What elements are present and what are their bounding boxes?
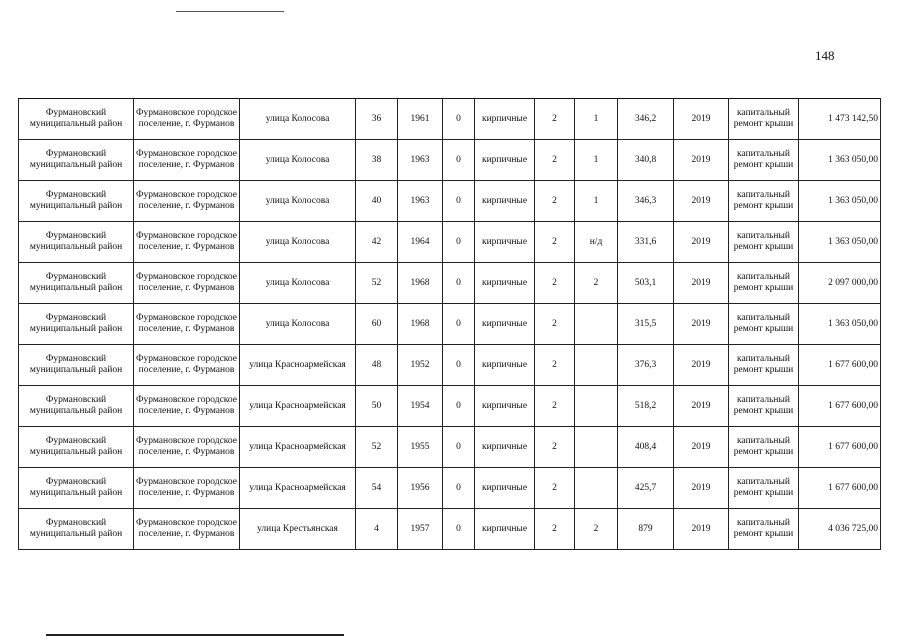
area-cell: 518,2 — [618, 386, 674, 427]
wall-material-cell: кирпичные — [475, 140, 535, 181]
plan-year-cell: 2019 — [674, 345, 729, 386]
entrances-cell: 1 — [575, 99, 618, 140]
zero-cell: 0 — [443, 140, 475, 181]
cost-cell: 1 473 142,50 — [799, 99, 881, 140]
plan-year-cell: 2019 — [674, 263, 729, 304]
cost-cell: 2 097 000,00 — [799, 263, 881, 304]
wall-material-cell: кирпичные — [475, 345, 535, 386]
district-cell: Фурмановский муниципальный район — [19, 181, 134, 222]
street-cell: улица Красноармейская — [240, 468, 356, 509]
plan-year-cell: 2019 — [674, 181, 729, 222]
plan-year-cell: 2019 — [674, 99, 729, 140]
wall-material-cell: кирпичные — [475, 468, 535, 509]
page-number: 148 — [815, 48, 835, 63]
settlement-cell: Фурмановское городское поселение, г. Фурманов — [134, 427, 240, 468]
year-built-cell: 1954 — [398, 386, 443, 427]
cost-cell: 1 677 600,00 — [799, 345, 881, 386]
work-type-cell: капитальный ремонт крыши — [729, 222, 799, 263]
work-type-cell: капитальный ремонт крыши — [729, 509, 799, 550]
wall-material-cell: кирпичные — [475, 263, 535, 304]
table-row — [19, 509, 881, 550]
area-cell: 315,5 — [618, 304, 674, 345]
plan-year-cell: 2019 — [674, 427, 729, 468]
area-cell: 376,3 — [618, 345, 674, 386]
house-number-cell: 54 — [356, 468, 398, 509]
work-type-cell: капитальный ремонт крыши — [729, 345, 799, 386]
district-cell: Фурмановский муниципальный район — [19, 222, 134, 263]
area-cell: 408,4 — [618, 427, 674, 468]
district-cell: Фурмановский муниципальный район — [19, 263, 134, 304]
scan-artifact-line — [176, 11, 284, 12]
cost-cell: 1 677 600,00 — [799, 386, 881, 427]
plan-year-cell: 2019 — [674, 222, 729, 263]
table-row — [19, 345, 881, 386]
wall-material-cell: кирпичные — [475, 386, 535, 427]
year-built-cell: 1952 — [398, 345, 443, 386]
floors-cell: 2 — [535, 140, 575, 181]
street-cell: улица Колосова — [240, 99, 356, 140]
work-type-cell: капитальный ремонт крыши — [729, 386, 799, 427]
table-row — [19, 263, 881, 304]
year-built-cell: 1968 — [398, 304, 443, 345]
entrances-cell — [575, 468, 618, 509]
zero-cell: 0 — [443, 181, 475, 222]
floors-cell: 2 — [535, 304, 575, 345]
entrances-cell: 1 — [575, 140, 618, 181]
floors-cell: 2 — [535, 222, 575, 263]
settlement-cell: Фурмановское городское поселение, г. Фурманов — [134, 386, 240, 427]
house-number-cell: 4 — [356, 509, 398, 550]
year-built-cell: 1955 — [398, 427, 443, 468]
street-cell: улица Красноармейская — [240, 427, 356, 468]
zero-cell: 0 — [443, 304, 475, 345]
street-cell: улица Колосова — [240, 181, 356, 222]
area-cell: 346,3 — [618, 181, 674, 222]
year-built-cell: 1961 — [398, 99, 443, 140]
work-type-cell: капитальный ремонт крыши — [729, 263, 799, 304]
plan-year-cell: 2019 — [674, 386, 729, 427]
floors-cell: 2 — [535, 468, 575, 509]
wall-material-cell: кирпичные — [475, 427, 535, 468]
entrances-cell: н/д — [575, 222, 618, 263]
settlement-cell: Фурмановское городское поселение, г. Фурманов — [134, 468, 240, 509]
area-cell: 346,2 — [618, 99, 674, 140]
table-row — [19, 181, 881, 222]
house-number-cell: 60 — [356, 304, 398, 345]
district-cell: Фурмановский муниципальный район — [19, 386, 134, 427]
table-row — [19, 468, 881, 509]
zero-cell: 0 — [443, 468, 475, 509]
year-built-cell: 1963 — [398, 181, 443, 222]
year-built-cell: 1957 — [398, 509, 443, 550]
street-cell: улица Красноармейская — [240, 345, 356, 386]
work-type-cell: капитальный ремонт крыши — [729, 304, 799, 345]
settlement-cell: Фурмановское городское поселение, г. Фурманов — [134, 263, 240, 304]
work-type-cell: капитальный ремонт крыши — [729, 468, 799, 509]
settlement-cell: Фурмановское городское поселение, г. Фурманов — [134, 222, 240, 263]
area-cell: 425,7 — [618, 468, 674, 509]
street-cell: улица Колосова — [240, 263, 356, 304]
year-built-cell: 1964 — [398, 222, 443, 263]
floors-cell: 2 — [535, 345, 575, 386]
house-number-cell: 50 — [356, 386, 398, 427]
floors-cell: 2 — [535, 99, 575, 140]
settlement-cell: Фурмановское городское поселение, г. Фурманов — [134, 99, 240, 140]
district-cell: Фурмановский муниципальный район — [19, 468, 134, 509]
plan-year-cell: 2019 — [674, 468, 729, 509]
entrances-cell — [575, 427, 618, 468]
street-cell: улица Колосова — [240, 140, 356, 181]
floors-cell: 2 — [535, 263, 575, 304]
entrances-cell — [575, 345, 618, 386]
house-number-cell: 38 — [356, 140, 398, 181]
street-cell: улица Колосова — [240, 304, 356, 345]
work-type-cell: капитальный ремонт крыши — [729, 181, 799, 222]
plan-year-cell: 2019 — [674, 304, 729, 345]
house-number-cell: 52 — [356, 427, 398, 468]
wall-material-cell: кирпичные — [475, 304, 535, 345]
district-cell: Фурмановский муниципальный район — [19, 304, 134, 345]
house-number-cell: 52 — [356, 263, 398, 304]
settlement-cell: Фурмановское городское поселение, г. Фурманов — [134, 509, 240, 550]
scan-artifact-line — [46, 634, 344, 636]
cost-cell: 1 363 050,00 — [799, 181, 881, 222]
area-cell: 879 — [618, 509, 674, 550]
entrances-cell: 2 — [575, 263, 618, 304]
zero-cell: 0 — [443, 386, 475, 427]
zero-cell: 0 — [443, 509, 475, 550]
cost-cell: 1 363 050,00 — [799, 304, 881, 345]
floors-cell: 2 — [535, 427, 575, 468]
district-cell: Фурмановский муниципальный район — [19, 99, 134, 140]
wall-material-cell: кирпичные — [475, 509, 535, 550]
table-row — [19, 304, 881, 345]
plan-year-cell: 2019 — [674, 140, 729, 181]
work-type-cell: капитальный ремонт крыши — [729, 427, 799, 468]
work-type-cell: капитальный ремонт крыши — [729, 140, 799, 181]
year-built-cell: 1968 — [398, 263, 443, 304]
zero-cell: 0 — [443, 427, 475, 468]
settlement-cell: Фурмановское городское поселение, г. Фурманов — [134, 181, 240, 222]
year-built-cell: 1963 — [398, 140, 443, 181]
plan-year-cell: 2019 — [674, 509, 729, 550]
district-cell: Фурмановский муниципальный район — [19, 345, 134, 386]
street-cell: улица Красноармейская — [240, 386, 356, 427]
settlement-cell: Фурмановское городское поселение, г. Фурманов — [134, 140, 240, 181]
area-cell: 503,1 — [618, 263, 674, 304]
floors-cell: 2 — [535, 181, 575, 222]
house-number-cell: 36 — [356, 99, 398, 140]
district-cell: Фурмановский муниципальный район — [19, 427, 134, 468]
zero-cell: 0 — [443, 345, 475, 386]
settlement-cell: Фурмановское городское поселение, г. Фурманов — [134, 345, 240, 386]
house-number-cell: 48 — [356, 345, 398, 386]
cost-cell: 4 036 725,00 — [799, 509, 881, 550]
work-type-cell: капитальный ремонт крыши — [729, 99, 799, 140]
district-cell: Фурмановский муниципальный район — [19, 509, 134, 550]
entrances-cell: 2 — [575, 509, 618, 550]
cost-cell: 1 363 050,00 — [799, 140, 881, 181]
table-row — [19, 99, 881, 140]
floors-cell: 2 — [535, 509, 575, 550]
cost-cell: 1 363 050,00 — [799, 222, 881, 263]
table-row — [19, 140, 881, 181]
street-cell: улица Крестьянская — [240, 509, 356, 550]
house-number-cell: 40 — [356, 181, 398, 222]
street-cell: улица Колосова — [240, 222, 356, 263]
area-cell: 340,8 — [618, 140, 674, 181]
zero-cell: 0 — [443, 263, 475, 304]
entrances-cell — [575, 304, 618, 345]
zero-cell: 0 — [443, 99, 475, 140]
zero-cell: 0 — [443, 222, 475, 263]
wall-material-cell: кирпичные — [475, 181, 535, 222]
repair-schedule-table — [18, 98, 881, 550]
entrances-cell — [575, 386, 618, 427]
entrances-cell: 1 — [575, 181, 618, 222]
table-row — [19, 427, 881, 468]
floors-cell: 2 — [535, 386, 575, 427]
year-built-cell: 1956 — [398, 468, 443, 509]
area-cell: 331,6 — [618, 222, 674, 263]
cost-cell: 1 677 600,00 — [799, 427, 881, 468]
wall-material-cell: кирпичные — [475, 99, 535, 140]
table-row — [19, 386, 881, 427]
table-row — [19, 222, 881, 263]
house-number-cell: 42 — [356, 222, 398, 263]
cost-cell: 1 677 600,00 — [799, 468, 881, 509]
district-cell: Фурмановский муниципальный район — [19, 140, 134, 181]
wall-material-cell: кирпичные — [475, 222, 535, 263]
settlement-cell: Фурмановское городское поселение, г. Фурманов — [134, 304, 240, 345]
